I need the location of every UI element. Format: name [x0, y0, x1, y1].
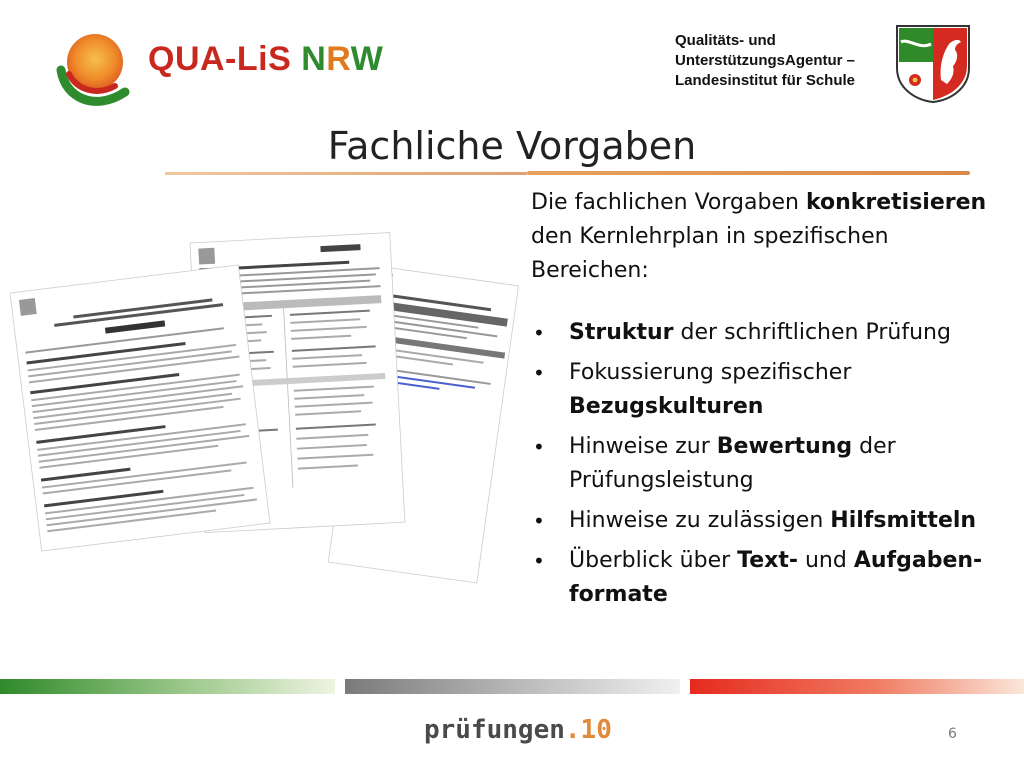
bullet-text: Hinweise zu zulässigen — [569, 508, 831, 533]
bullet-dot: • — [533, 361, 545, 385]
bullet-text: der Prüfungsleistung — [569, 434, 896, 493]
bullet-text: der schriftlichen Prüfung — [673, 320, 951, 345]
document-thumbnail-1 — [10, 265, 270, 551]
brand-text: prüfungen — [424, 715, 565, 745]
bullet-bold: Bezugskulturen — [569, 394, 764, 419]
intro-bold: konkretisieren — [805, 190, 987, 215]
brand-number: 10 — [580, 715, 612, 745]
bullet-bold: Text- — [737, 548, 798, 573]
qualis-logo-icon — [55, 28, 137, 108]
footer-bar-green — [0, 679, 335, 694]
bullet-item — [531, 356, 1001, 424]
bullet-item — [531, 316, 1001, 350]
bullet-list — [531, 316, 1001, 612]
bullet-bold: Bewertung — [716, 434, 853, 459]
bullet-text: Fokussierung spezifischer — [569, 360, 852, 385]
document-thumbnails — [10, 205, 530, 585]
title-underline-left — [165, 172, 527, 175]
bullet-item — [531, 430, 1001, 498]
bullet-dot: • — [533, 435, 545, 459]
qualis-logo-text: QUA-LiS NRW — [148, 40, 384, 78]
intro-text: Die fachlichen Vorgaben — [531, 190, 806, 215]
agency-name — [675, 31, 885, 91]
bullet-dot: • — [533, 321, 545, 345]
agency-line: UnterstützungsAgentur – — [675, 52, 855, 69]
footer-bar-gray — [345, 679, 680, 694]
nrw-crest-icon — [893, 22, 973, 104]
bullet-item — [531, 504, 1001, 538]
footer-bar-red — [690, 679, 1024, 694]
slide-content — [531, 186, 1001, 618]
title-underline — [527, 171, 970, 175]
page-number: 6 — [948, 726, 957, 742]
bullet-dot: • — [533, 549, 545, 573]
pruefungen-brand — [424, 715, 612, 745]
brand-dot: . — [564, 715, 581, 745]
bullet-text: und — [798, 548, 854, 573]
agency-line: Landesinstitut für Schule — [675, 72, 856, 89]
intro-text-rest: den Kernlehrplan in spezifischen Bereichen: — [531, 224, 889, 283]
bullet-text: Hinweise zur — [569, 434, 717, 459]
bullet-bold: Struktur — [569, 320, 674, 345]
bullet-dot: • — [533, 509, 545, 533]
bullet-bold: Aufgaben-formate — [569, 548, 983, 607]
slide-title: Fachliche Vorgaben — [327, 124, 697, 168]
agency-line: Qualitäts- und — [675, 32, 776, 49]
bullet-text: Überblick über — [569, 548, 738, 573]
bullet-item — [531, 544, 1001, 612]
intro-paragraph — [531, 186, 1001, 288]
bullet-bold: Hilfsmitteln — [830, 508, 977, 533]
